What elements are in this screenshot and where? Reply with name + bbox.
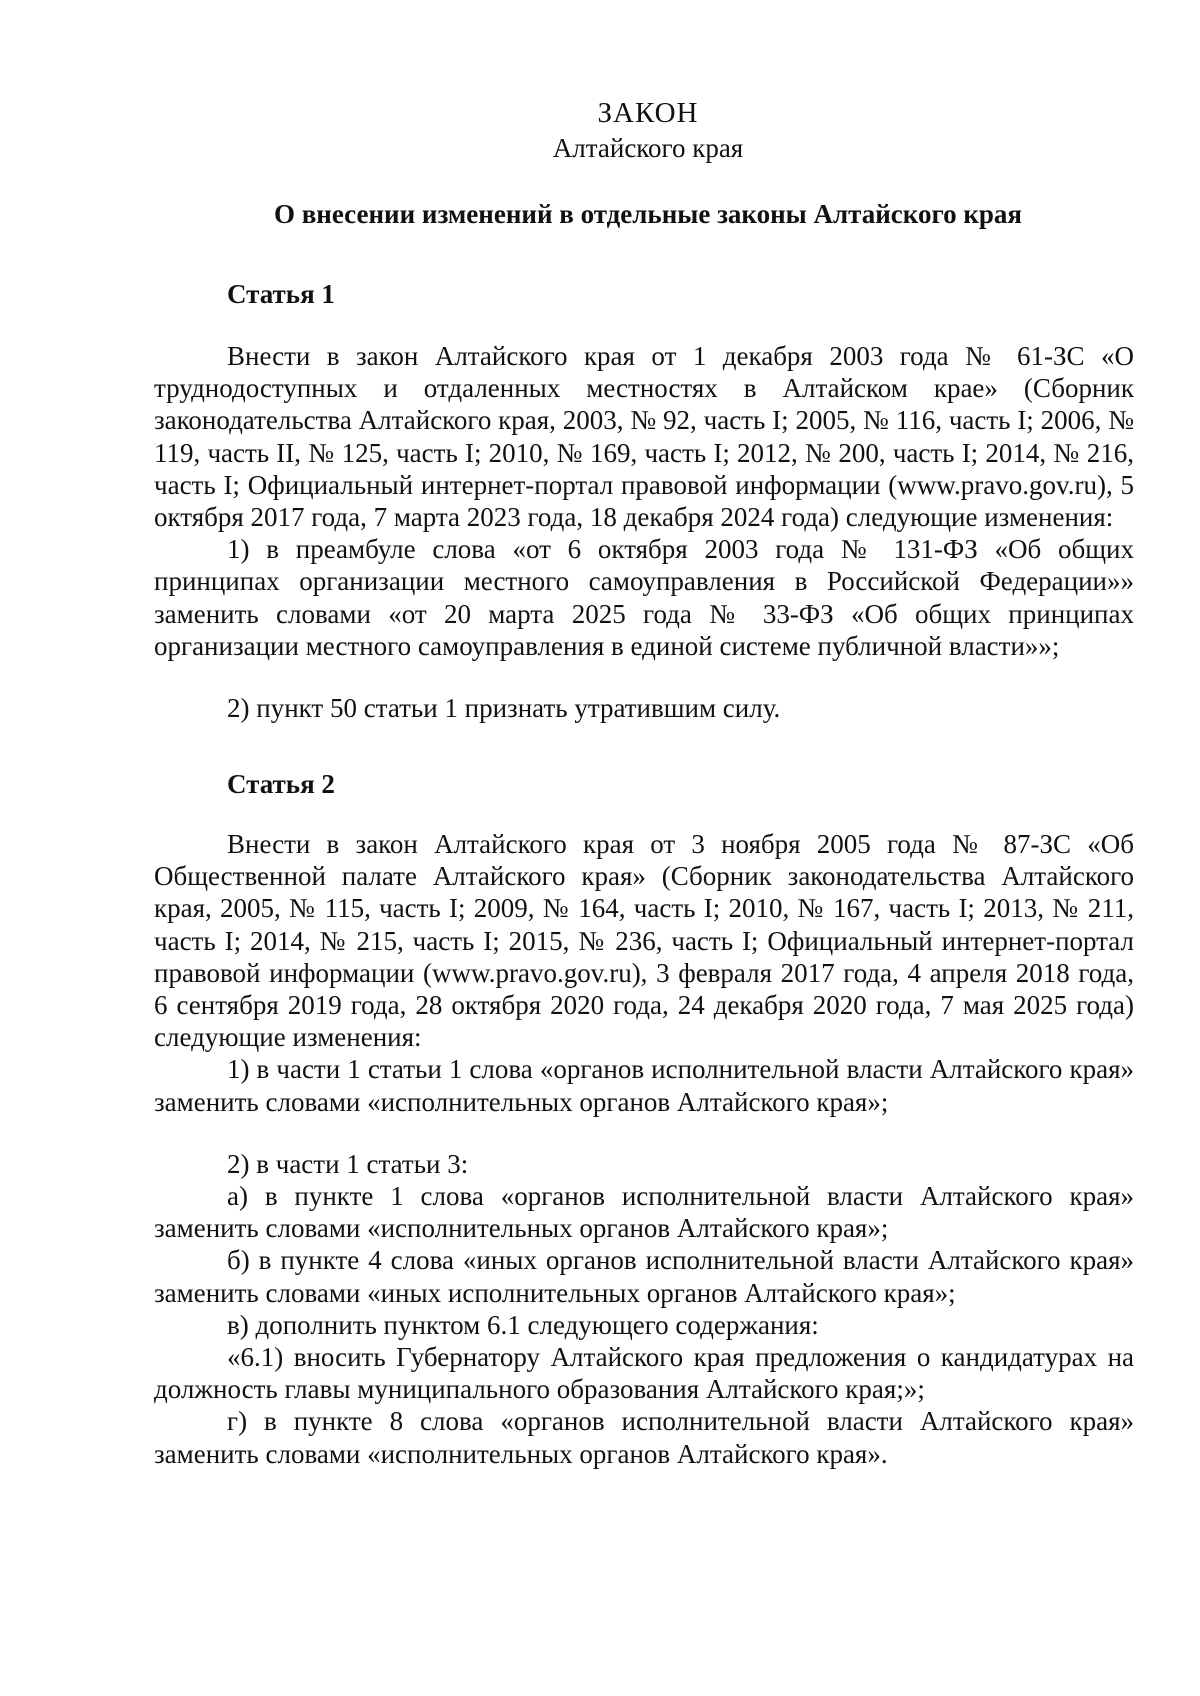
article-1-heading: Статья 1 [227,279,335,309]
article-2-body [154,828,1134,1470]
spacer [154,662,1134,692]
article-2-intro: Внести в закон Алтайского края от 3 ноября 2005 года № 87-ЗС «Об Общественной палате Алтайского края» (Сборник законодательства Алтайского края, 2005, № 115, часть I; 2009, № 164, часть I; 2010, № 167, часть I; 2013, № 211, часть I; 2014, № 215, часть I; 2015, № 236, часть I; Официальный интернет-портал правовой информации (www.pravo.gov.ru), 3 февраля 2017 года, 4 апреля 2018 года, 6 сентября 2019 года, 28 октября 2020 года, 24 декабря 2020 года, 7 мая 2025 года) следующие изменения: [154,829,1134,1053]
article-2-item-1: 1) в части 1 статьи 1 слова «органов исполнительной власти Алтайского края» заменить словами «исполнительных органов Алтайского края»; [154,1054,1134,1117]
document-title: ЗАКОН [597,97,699,129]
article-1-intro: Внести в закон Алтайского края от 1 декабря 2003 года № 61-ЗС «О труднодоступных и отдаленных местностях в Алтайском крае» (Сборник законодательства Алтайского края, 2003, № 92, часть I; 2005, № 116, часть I; 2006, № 119, часть II, № 125, часть I; 2010, № 169, часть I; 2012, № 200, часть I; 2014, № 216, часть I; Официальный интернет-портал правовой информации (www.pravo.gov.ru), 5 октября 2017 года, 7 марта 2023 года, 18 декабря 2024 года) следующие изменения: [154,341,1134,533]
article-2-item-2-intro: 2) в части 1 статьи 3: [227,1148,469,1179]
document-subtitle: Алтайского края [552,133,744,163]
article-2-sub-c-quote: «6.1) вносить Губернатору Алтайского края предложения о кандидатурах на должность главы муниципального образования Алтайского края;»; [154,1342,1134,1405]
article-2-sub-c: в) дополнить пунктом 6.1 следующего содержания: [227,1309,819,1340]
law-name: О внесении изменений в отдельные законы Алтайского края [273,199,1023,229]
article-1-body [154,340,1134,724]
article-1-item-1: 1) в преамбуле слова «от 6 октября 2003 года № 131-ФЗ «Об общих принципах организации местного самоуправления в Российской Федерации»» заменить словами «от 20 марта 2025 года № 33-ФЗ «Об общих принципах организации местного самоуправления в единой системе публичной власти»»; [154,534,1134,661]
article-2-sub-a: а) в пункте 1 слова «органов исполнительной власти Алтайского края» заменить словами «исполнительных органов Алтайского края»; [154,1181,1134,1244]
spacer [154,1118,1134,1148]
article-2-sub-b: б) в пункте 4 слова «иных органов исполнительной власти Алтайского края» заменить словами «иных исполнительных органов Алтайского края»; [154,1245,1134,1308]
article-1-item-2: 2) пункт 50 статьи 1 признать утратившим силу. [227,693,781,724]
article-2-sub-d: г) в пункте 8 слова «органов исполнительной власти Алтайского края» заменить словами «исполнительных органов Алтайского края». [154,1406,1134,1469]
article-2-heading: Статья 2 [227,769,335,799]
